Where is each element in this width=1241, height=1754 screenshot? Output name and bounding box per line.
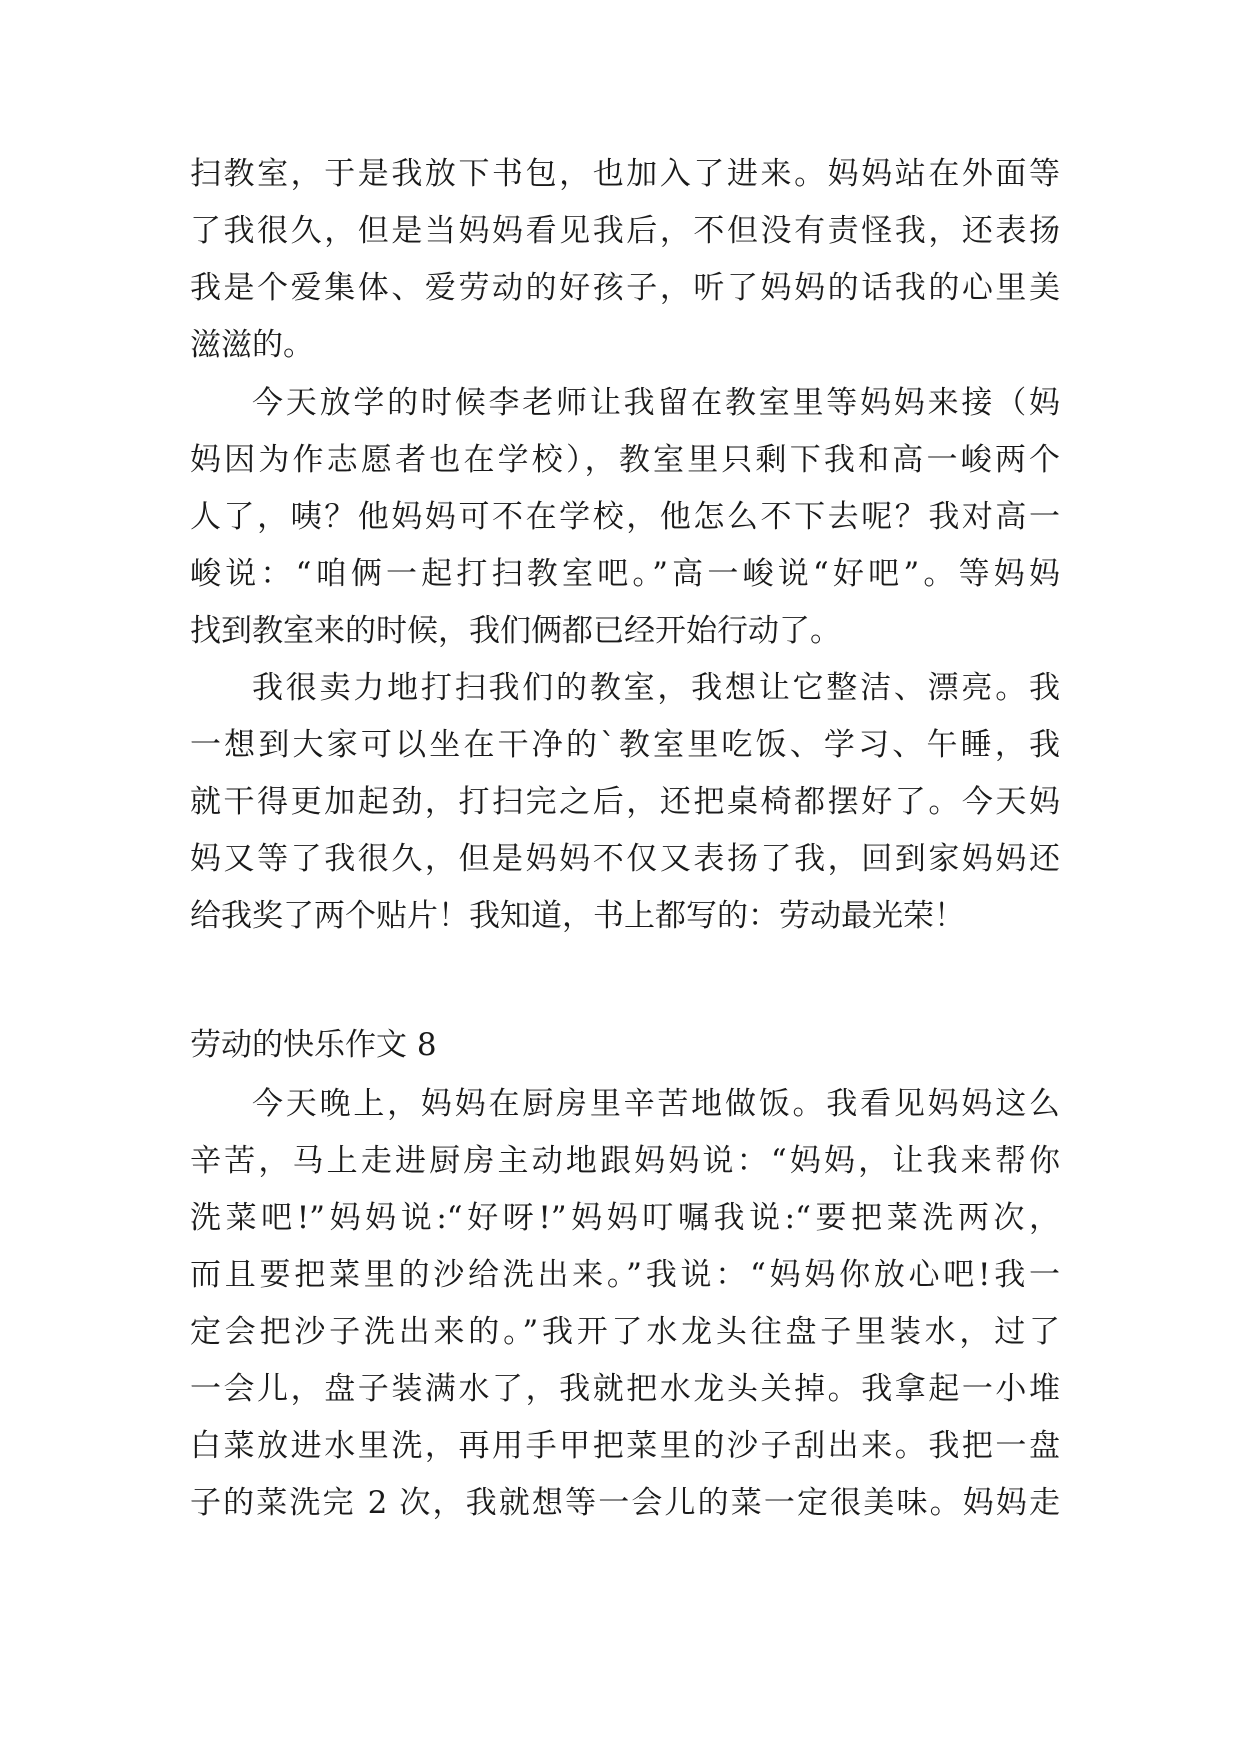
text-line: 一想到大家可以坐在干净的`教室里吃饭、学习、午睡，我 (190, 727, 1060, 763)
text-line: 定会把沙子洗出来的。”我开了水龙头往盘子里装水，过了 (190, 1314, 1060, 1350)
text-line: 了我很久，但是当妈妈看见我后，不但没有责怪我，还表扬 (190, 213, 1060, 249)
text-line: 洗菜吧!”妈妈说:“好呀!”妈妈叮嘱我说:“要把菜洗两次， (190, 1200, 1060, 1236)
text-line: 子的菜洗完 2 次，我就想等一会儿的菜一定很美味。妈妈走 (190, 1485, 1060, 1521)
text-line: 滋滋的。 (190, 327, 314, 363)
section-title: 劳动的快乐作文 8 (190, 1027, 437, 1063)
text-line: 峻说：“咱俩一起打扫教室吧。”高一峻说“好吧”。等妈妈 (190, 556, 1060, 592)
text-line: 今天放学的时候李老师让我留在教室里等妈妈来接（妈 (252, 385, 1060, 421)
text-line: 妈因为作志愿者也在学校），教室里只剩下我和高一峻两个 (190, 442, 1060, 478)
text-line: 就干得更加起劲，打扫完之后，还把桌椅都摆好了。今天妈 (190, 784, 1060, 820)
text-line: 我很卖力地打扫我们的教室，我想让它整洁、漂亮。我 (252, 670, 1060, 706)
text-line: 辛苦，马上走进厨房主动地跟妈妈说：“妈妈，让我来帮你 (190, 1143, 1060, 1179)
text-line: 找到教室来的时候，我们俩都已经开始行动了。 (190, 613, 841, 649)
text-line: 一会儿，盘子装满水了，我就把水龙头关掉。我拿起一小堆 (190, 1371, 1060, 1407)
text-line: 我是个爱集体、爱劳动的好孩子，听了妈妈的话我的心里美 (190, 270, 1060, 306)
text-line: 人了，咦？他妈妈可不在学校，他怎么不下去呢？我对高一 (190, 499, 1060, 535)
text-line: 扫教室，于是我放下书包，也加入了进来。妈妈站在外面等 (190, 156, 1060, 192)
text-line: 而且要把菜里的沙给洗出来。”我说：“妈妈你放心吧!我一 (190, 1257, 1060, 1293)
text-line: 白菜放进水里洗，再用手甲把菜里的沙子刮出来。我把一盘 (190, 1428, 1060, 1464)
text-line: 给我奖了两个贴片！我知道，书上都写的：劳动最光荣！ (190, 898, 965, 934)
text-line: 今天晚上，妈妈在厨房里辛苦地做饭。我看见妈妈这么 (252, 1086, 1060, 1122)
text-line: 妈又等了我很久，但是妈妈不仅又表扬了我，回到家妈妈还 (190, 841, 1060, 877)
